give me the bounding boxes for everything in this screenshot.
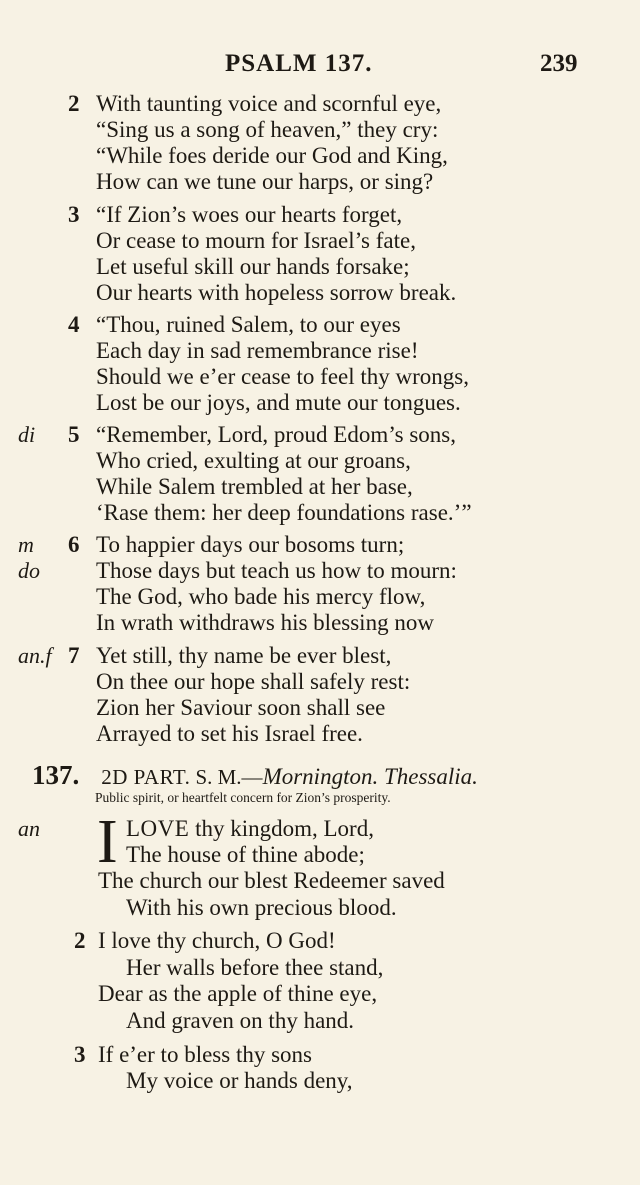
drop-cap: I <box>97 808 118 876</box>
verse-line: To happier days our bosoms turn; <box>96 532 405 557</box>
verse-line: Dear as the apple of thine eye, <box>98 981 378 1006</box>
hymn-tunes: Mornington. Thessalia. <box>262 764 478 789</box>
verse-line <box>126 816 374 842</box>
verse-line: Zion her Saviour soon shall see <box>96 695 386 720</box>
stanza-number: 4 <box>68 312 80 337</box>
first-word: LOVE <box>126 816 190 841</box>
page-number: 239 <box>540 50 578 77</box>
margin-mark: do <box>18 558 40 583</box>
running-head <box>0 46 640 82</box>
verse-line: Or cease to mourn for Israel’s fate, <box>96 228 416 253</box>
hymn-meter: S. M.— <box>195 765 263 789</box>
hymn-number: 137. <box>32 760 80 790</box>
stanza-number: 3 <box>74 1042 86 1067</box>
stanza-number: 2 <box>74 928 86 953</box>
stanza-number: 7 <box>68 643 80 668</box>
verse-line: On thee our hope shall safely rest: <box>96 669 411 694</box>
verse-line: The house of thine abode; <box>126 842 365 867</box>
verse-line: With his own precious blood. <box>126 895 397 920</box>
hymn-part: 2D PART. <box>101 765 191 789</box>
stanza-number: 3 <box>68 202 80 227</box>
verse-line: “Thou, ruined Salem, to our eyes <box>96 312 401 337</box>
verse-line: Should we e’er cease to feel thy wrongs, <box>96 364 469 389</box>
verse-line: The God, who bade his mercy flow, <box>96 584 426 609</box>
verse-line: Arrayed to set his Israel free. <box>96 721 363 746</box>
verse-line: ‘Rase them: her deep foundations rase.’” <box>96 500 472 525</box>
verse-line: Let useful skill our hands forsake; <box>96 254 410 279</box>
verse-line: With taunting voice and scornful eye, <box>96 91 442 116</box>
verse-line: Who cried, exulting at our groans, <box>96 448 411 473</box>
verse-line: The church our blest Redeemer saved <box>98 868 445 893</box>
margin-mark: m <box>18 532 34 557</box>
hymn-subtitle: Public spirit, or heartfelt concern for Zion’s prosperity. <box>95 790 391 805</box>
stanza-number: 5 <box>68 422 80 447</box>
verse-line: While Salem trembled at her base, <box>96 474 413 499</box>
margin-mark: an <box>18 816 40 841</box>
hymn-heading <box>32 760 478 791</box>
verse-line: How can we tune our harps, or sing? <box>96 169 434 194</box>
verse-line: Those days but teach us how to mourn: <box>96 558 457 583</box>
verse-line: Each day in sad remembrance rise! <box>96 338 419 363</box>
verse-line: And graven on thy hand. <box>126 1008 355 1033</box>
verse-line: “While foes deride our God and King, <box>96 143 448 168</box>
verse-line: I love thy church, O God! <box>98 928 336 953</box>
verse-line: If e’er to bless thy sons <box>98 1042 312 1067</box>
page-title: PSALM 137. <box>225 50 373 77</box>
verse-line: My voice or hands deny, <box>126 1068 353 1093</box>
margin-mark: di <box>18 422 36 447</box>
verse-line: Her walls before thee stand, <box>126 955 384 980</box>
verse-line: Our hearts with hopeless sorrow break. <box>96 280 457 305</box>
verse-line: “Remember, Lord, proud Edom’s sons, <box>96 422 456 447</box>
stanza-number: 2 <box>68 91 80 116</box>
margin-mark: an.f <box>18 643 52 668</box>
verse-line: “If Zion’s woes our hearts forget, <box>96 202 403 227</box>
first-line-tail: thy kingdom, Lord, <box>189 816 374 841</box>
verse-line: In wrath withdraws his blessing now <box>96 610 434 635</box>
verse-line: Lost be our joys, and mute our tongues. <box>96 390 461 415</box>
verse-line: Yet still, thy name be ever blest, <box>96 643 392 668</box>
stanza-number: 6 <box>68 532 80 557</box>
verse-line: “Sing us a song of heaven,” they cry: <box>96 117 439 142</box>
